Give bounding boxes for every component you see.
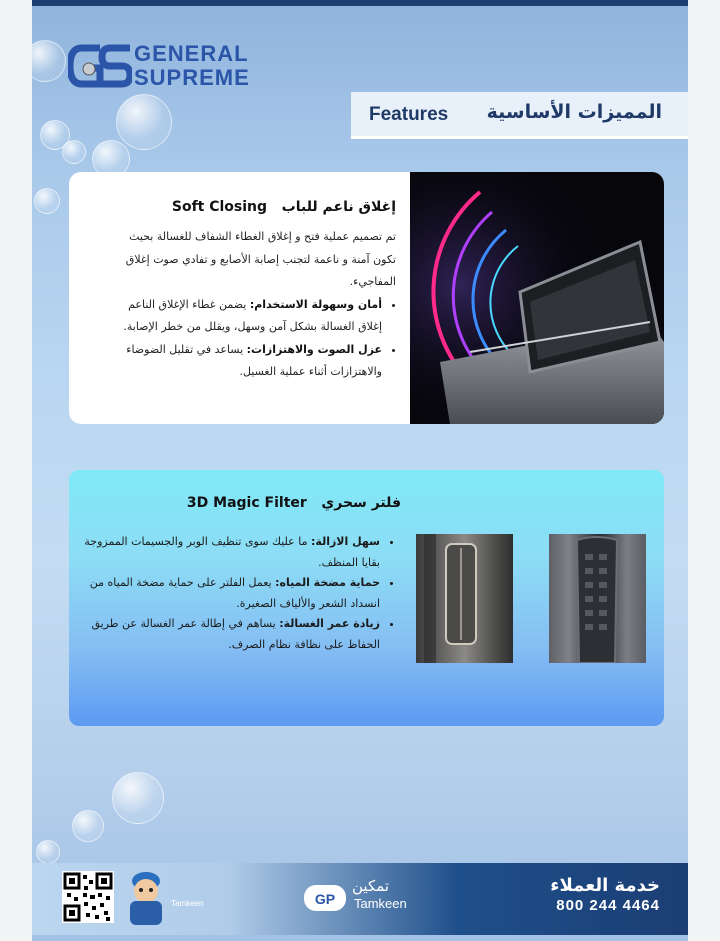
- brand-logo: [68, 40, 288, 94]
- bubble-decoration: [32, 40, 66, 82]
- bubble-decoration: [36, 840, 60, 864]
- filter-photo-illustration: [549, 534, 646, 663]
- svg-text:GP: GP: [314, 891, 336, 907]
- gs-logo-icon: [68, 44, 132, 88]
- bubble-decoration: [116, 94, 172, 150]
- mascot-icon: [120, 867, 172, 927]
- footer-bar: [32, 863, 688, 935]
- bullet-text: يساعد في تقليل الضوضاء والاهتزازات أثناء عملية الغسيل.: [126, 342, 382, 378]
- mascot-brand: Tamkeen: [171, 899, 204, 908]
- bubble-decoration: [62, 140, 86, 164]
- qr-code-icon: [62, 871, 114, 923]
- bullet-text: يساهم في إطالة عمر الغسالة عن طريق الحفاظ على نظافة نظام الصرف.: [91, 617, 380, 651]
- qr-code[interactable]: [62, 871, 114, 923]
- feature-title: [187, 495, 401, 511]
- bullet-text: يضمن غطاء الإغلاق الناعم إغلاق الغسالة بشكل آمن وسهل، ويقلل من خطر الإصابة.: [123, 297, 382, 333]
- feature-title-en: 3D Magic Filter: [186, 495, 307, 511]
- feature-description: [106, 226, 396, 384]
- feature-title-ar: فلتر سحري: [321, 495, 401, 511]
- bullet-heading: زيادة عمر الغسالة:: [279, 617, 380, 630]
- feature-title-ar: إغلاق ناعم للباب: [281, 199, 396, 215]
- washer-lid-illustration: [410, 172, 664, 424]
- customer-service-label: خدمة العملاء: [550, 875, 660, 896]
- bullet-text: ما عليك سوى تنظيف الوبر والجسيمات الممزوجة بقايا المنظف.: [84, 535, 380, 569]
- bullet-item: [82, 614, 380, 655]
- bullet-item: [106, 339, 382, 384]
- filter-installed-photo: [416, 534, 513, 663]
- bullet-heading: عزل الصوت والاهتزازات:: [246, 342, 382, 356]
- feature-bullets: [82, 532, 394, 655]
- bubble-decoration: [34, 188, 60, 214]
- bullet-heading: سهل الازالة:: [311, 535, 380, 548]
- bubble-decoration: [72, 810, 104, 842]
- bullet-heading: حماية مضخة المياه:: [275, 576, 380, 589]
- feature-card-soft-closing: [69, 172, 664, 424]
- bubble-decoration: [112, 772, 164, 824]
- bullet-heading: أمان وسهولة الاستخدام:: [249, 297, 382, 311]
- brand-line1: GENERAL: [134, 41, 249, 66]
- feature-title: [172, 199, 396, 215]
- filter-photo-illustration: [416, 534, 513, 663]
- filter-closeup-photo: [549, 534, 646, 663]
- bullet-item: [82, 573, 380, 614]
- customer-service-phone[interactable]: 800 244 4464: [556, 897, 660, 914]
- bullet-item: [82, 532, 380, 573]
- feature-bullets: [106, 294, 396, 384]
- feature-card-magic-filter: [69, 470, 664, 726]
- tamkeen-name-en: Tamkeen: [354, 896, 407, 911]
- bullet-item: [106, 294, 382, 339]
- tamkeen-name-ar: تمكين: [352, 877, 390, 895]
- brand-name: [134, 42, 250, 90]
- feature-description: [82, 532, 394, 655]
- features-header: [351, 92, 688, 139]
- soft-closing-image: [410, 172, 664, 424]
- features-title-en: Features: [369, 104, 449, 125]
- feature-intro: تم تصميم عملية فتح و إغلاق الغطاء الشفاف للغسالة بحيث تكون آمنة و ناعمة لتجنب إصابة الأصابع و تفادي صوت إغلاق المفاجيء.: [125, 230, 396, 288]
- bullet-text: يعمل الفلتر على حماية مضخة المياه من انسداد الشعر والألياف الصغيرة.: [89, 576, 380, 610]
- features-title-ar: المميزات الأساسية: [486, 101, 662, 123]
- brochure-page: [32, 0, 688, 941]
- brand-line2: SUPREME: [134, 65, 250, 90]
- feature-title-en: Soft Closing: [171, 199, 268, 215]
- tamkeen-logo-icon: [302, 879, 348, 913]
- top-border: [32, 0, 688, 6]
